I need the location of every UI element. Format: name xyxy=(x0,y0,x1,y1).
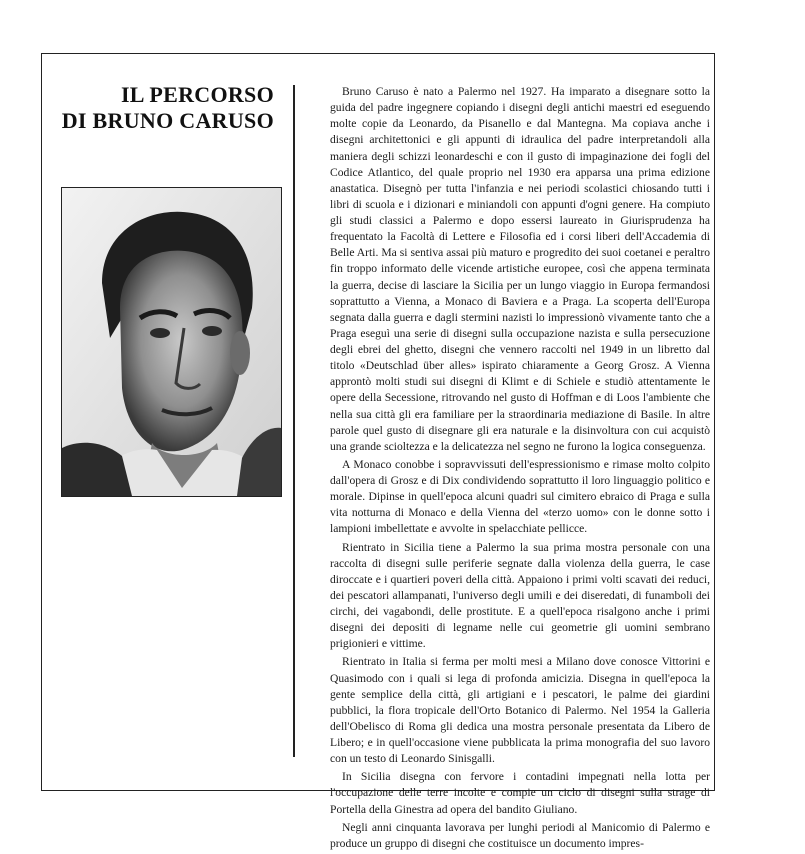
paragraph-1: Bruno Caruso è nato a Palermo nel 1927. Ha imparato a disegnare sotto la guida del padre ingegnere copiando i disegni degli antichi maestri ed eseguendo molte copie da Leonardo, da Pisanello e dal Mantegna. Ma copiava anche i disegni architettonici e gli appunti di idraulica del padre interpretandoli alla maniera degli schizzi leonardeschi e con il gusto di impaginazione dei fogli del Codice Atlantico, del quale proprio nel 1930 era apparsa una prima edizione anastatica. Disegnò per tutta l'infanzia e nei periodi scolastici chiosando tutti i libri di scuola e i dizionari e miniandoli con appunti d'ogni genere. Ha compiuto gli studi classici a Palermo e dopo essersi laureato in Giurisprudenza ha frequentato la Facoltà di Lettere e Filosofia ed i corsi liberi dell'Accademia di Belle Arti. Ma si sentiva assai più maturo e progredito dei suoi coetanei e peraltro fin troppo informato delle vicende artistiche europee, così che appena terminata la guerra, decise di lasciare la Sicilia per un lungo viaggio in Europa fermandosi soprattutto a Vienna, a Monaco di Baviera e a Praga. La scoperta dell'Europa segnata dalla guerra e dagli stermini nazisti lo impressionò vivamente tanto che a Praga eseguì una serie di disegni sulla occupazione nazista e sulla persecuzione degli ebrei del ghetto, disegni che vennero raccolti nel 1949 in un libretto dal titolo «Deutschlad über alles» ispirato chiaramente a Georg Grosz. A Vienna approntò molti studi sui disegni di Klimt e di Schiele e studiò attentamente le opere della Secessione, ritrovando nel gusto di Hoffman e di Loos l'ambiente che nella sua città gli era familiare per la straordinaria mediazione di Basile. In altre parole quel gusto di disegnare gli era naturale e la disinvoltura con cui acquistò una grande scioltezza e la delicatezza nel segno ne furono la logica conseguenza. xyxy=(330,85,710,453)
paragraph-3: Rientrato in Sicilia tiene a Palermo la sua prima mostra personale con una raccolta di disegni sulle periferie segnate dalla violenza della guerra, le case diroccate e i quartieri poveri della città. Appaiono i primi volti scavati dei reduci, dei pescatori allampanati, l'universo degli umili e dei diseredati, di funamboli dei circhi, dei vagabondi, delle prostitute. E a quell'epoca risalgono anche i primi disegni dei depositi di legname nelle cui geometrie gli uomini sembrano prigionieri e vittime. xyxy=(330,540,710,651)
paragraph-6: Negli anni cinquanta lavorava per lunghi periodi al Manicomio di Palermo e produce un gruppo di disegni che costituisce un documento impres- xyxy=(330,820,710,850)
title-line-2: DI BRUNO CARUSO xyxy=(61,108,274,133)
article-body xyxy=(330,84,710,854)
paragraph-5: In Sicilia disegna con fervore i contadini impegnati nella lotta per l'occupazione delle terre incolte e compie un ciclo di disegni sulla strage di Portella della Ginestra ad opera del bandito Giuliano. xyxy=(330,770,710,816)
paragraph-4: Rientrato in Italia si ferma per molti mesi a Milano dove conosce Vittorini e Quasimodo con i quali si lega di profonda amicizia. Disegna in quell'epoca la gente semplice della città, gli artigiani e i pescatori, le palme dei giardini pubblici, la flora tropicale dell'Orto Botanico di Palermo. Nel 1954 la Galleria dell'Obelisco di Roma gli dedica una mostra personale presentata da Libero de Libero; e in quell'occasione viene pubblicata la prima monografia del suo lavoro con un testo di Leonardo Sinisgalli. xyxy=(330,655,710,766)
page-title xyxy=(58,82,274,134)
paragraph-2: A Monaco conobbe i sopravvissuti dell'espressionismo e rimase molto colpito dall'opera di Grosz e di Dix condividendo soprattutto il loro linguaggio politico e morale. Dipinse in quell'epoca alcuni quadri sul cimitero ebraico di Praga e sulla vita notturna di Monaco e della Vienna del «terzo uomo» con le donne sotto i lampioni imbellettate e avvolte in spelacchiate pellicce. xyxy=(330,457,710,536)
portrait-image xyxy=(62,188,281,496)
column-divider xyxy=(293,85,295,757)
portrait-photo xyxy=(61,187,282,497)
title-line-1: IL PERCORSO xyxy=(120,82,274,107)
